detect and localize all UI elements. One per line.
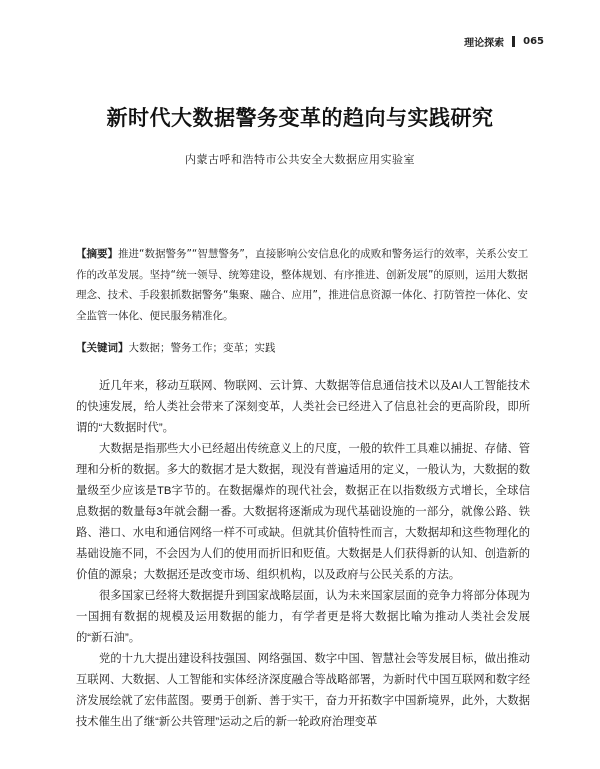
header-divider bbox=[512, 36, 515, 47]
body-paragraph: 大数据是指那些大小已经超出传统意义上的尺度，一般的软件工具难以捕捉、存储、管理和分析的数据。多大的数据才是大数据，现没有普遍适用的定义，一般认为，大数据的数量级至少应该是TB字节的。在数据爆炸的现代社会，数据正在以指数级方式增长，全球信息数据的数量每3年就会翻一番。大数据将逐渐成为现代基础设施的一部分，就像公路、铁路、港口、水电和通信网络一样不可或缺。但就其价值特性而言，大数据却和这些物理化的基础设施不同，不会因为人们的使用而折旧和贬值。大数据是人们获得新的认知、创造新的价值的源泉；大数据还是改变市场、组织机构，以及政府与公民关系的方法。 bbox=[76, 443, 530, 581]
article-title: 新时代大数据警务变革的趋向与实践研究 bbox=[106, 105, 494, 130]
keywords-label: 【关键词】 bbox=[76, 342, 129, 354]
page-number: 065 bbox=[523, 36, 544, 47]
abstract bbox=[76, 244, 530, 326]
keywords bbox=[76, 338, 530, 358]
body-paragraph: 党的十九大提出建设科技强国、网络强国、数字中国、智慧社会等发展目标，做出推动互联网、大数据、人工智能和实体经济深度融合等战略部署，为新时代中国互联网和数字经济发展绘就了宏伟蓝图。要勇于创新、善于实干，奋力开拓数字中国新境界，此外，大数据技术催生出了继“新公共管理”运动之后的新一轮政府治理变革 bbox=[76, 653, 530, 728]
author-affiliation: 内蒙古呼和浩特市公共安全大数据应用实验室 bbox=[185, 153, 415, 166]
article-body bbox=[76, 376, 530, 733]
section-label: 理论探索 bbox=[464, 38, 505, 49]
abstract-label: 【摘要】 bbox=[76, 248, 118, 260]
running-header bbox=[464, 34, 544, 49]
body-paragraph: 很多国家已经将大数据提升到国家战略层面，认为未来国家层面的竞争力将部分体现为一国拥有数据的规模及运用数据的能力，有学者更是将大数据比喻为推动人类社会发展的“新石油”。 bbox=[76, 590, 530, 644]
abstract-text: 推进“数据警务”“智慧警务”，直接影响公安信息化的成败和警务运行的效率，关系公安工作的改革发展。坚持“统一领导、统筹建设，整体规划、有序推进、创新发展”的原则，运用大数据理念、技术、手段狠抓数据警务“集聚、融合、应用”，推进信息资源一体化、打防管控一体化、安全监管一体化、便民服务精准化。 bbox=[76, 248, 529, 322]
keywords-text: 大数据；警务工作；变革；实践 bbox=[128, 342, 276, 354]
body-paragraph: 近几年来，移动互联网、物联网、云计算、大数据等信息通信技术以及AI人工智能技术的快速发展，给人类社会带来了深刻变革，人类社会已经进入了信息社会的更高阶段，即所谓的“大数据时代”。 bbox=[76, 380, 530, 434]
